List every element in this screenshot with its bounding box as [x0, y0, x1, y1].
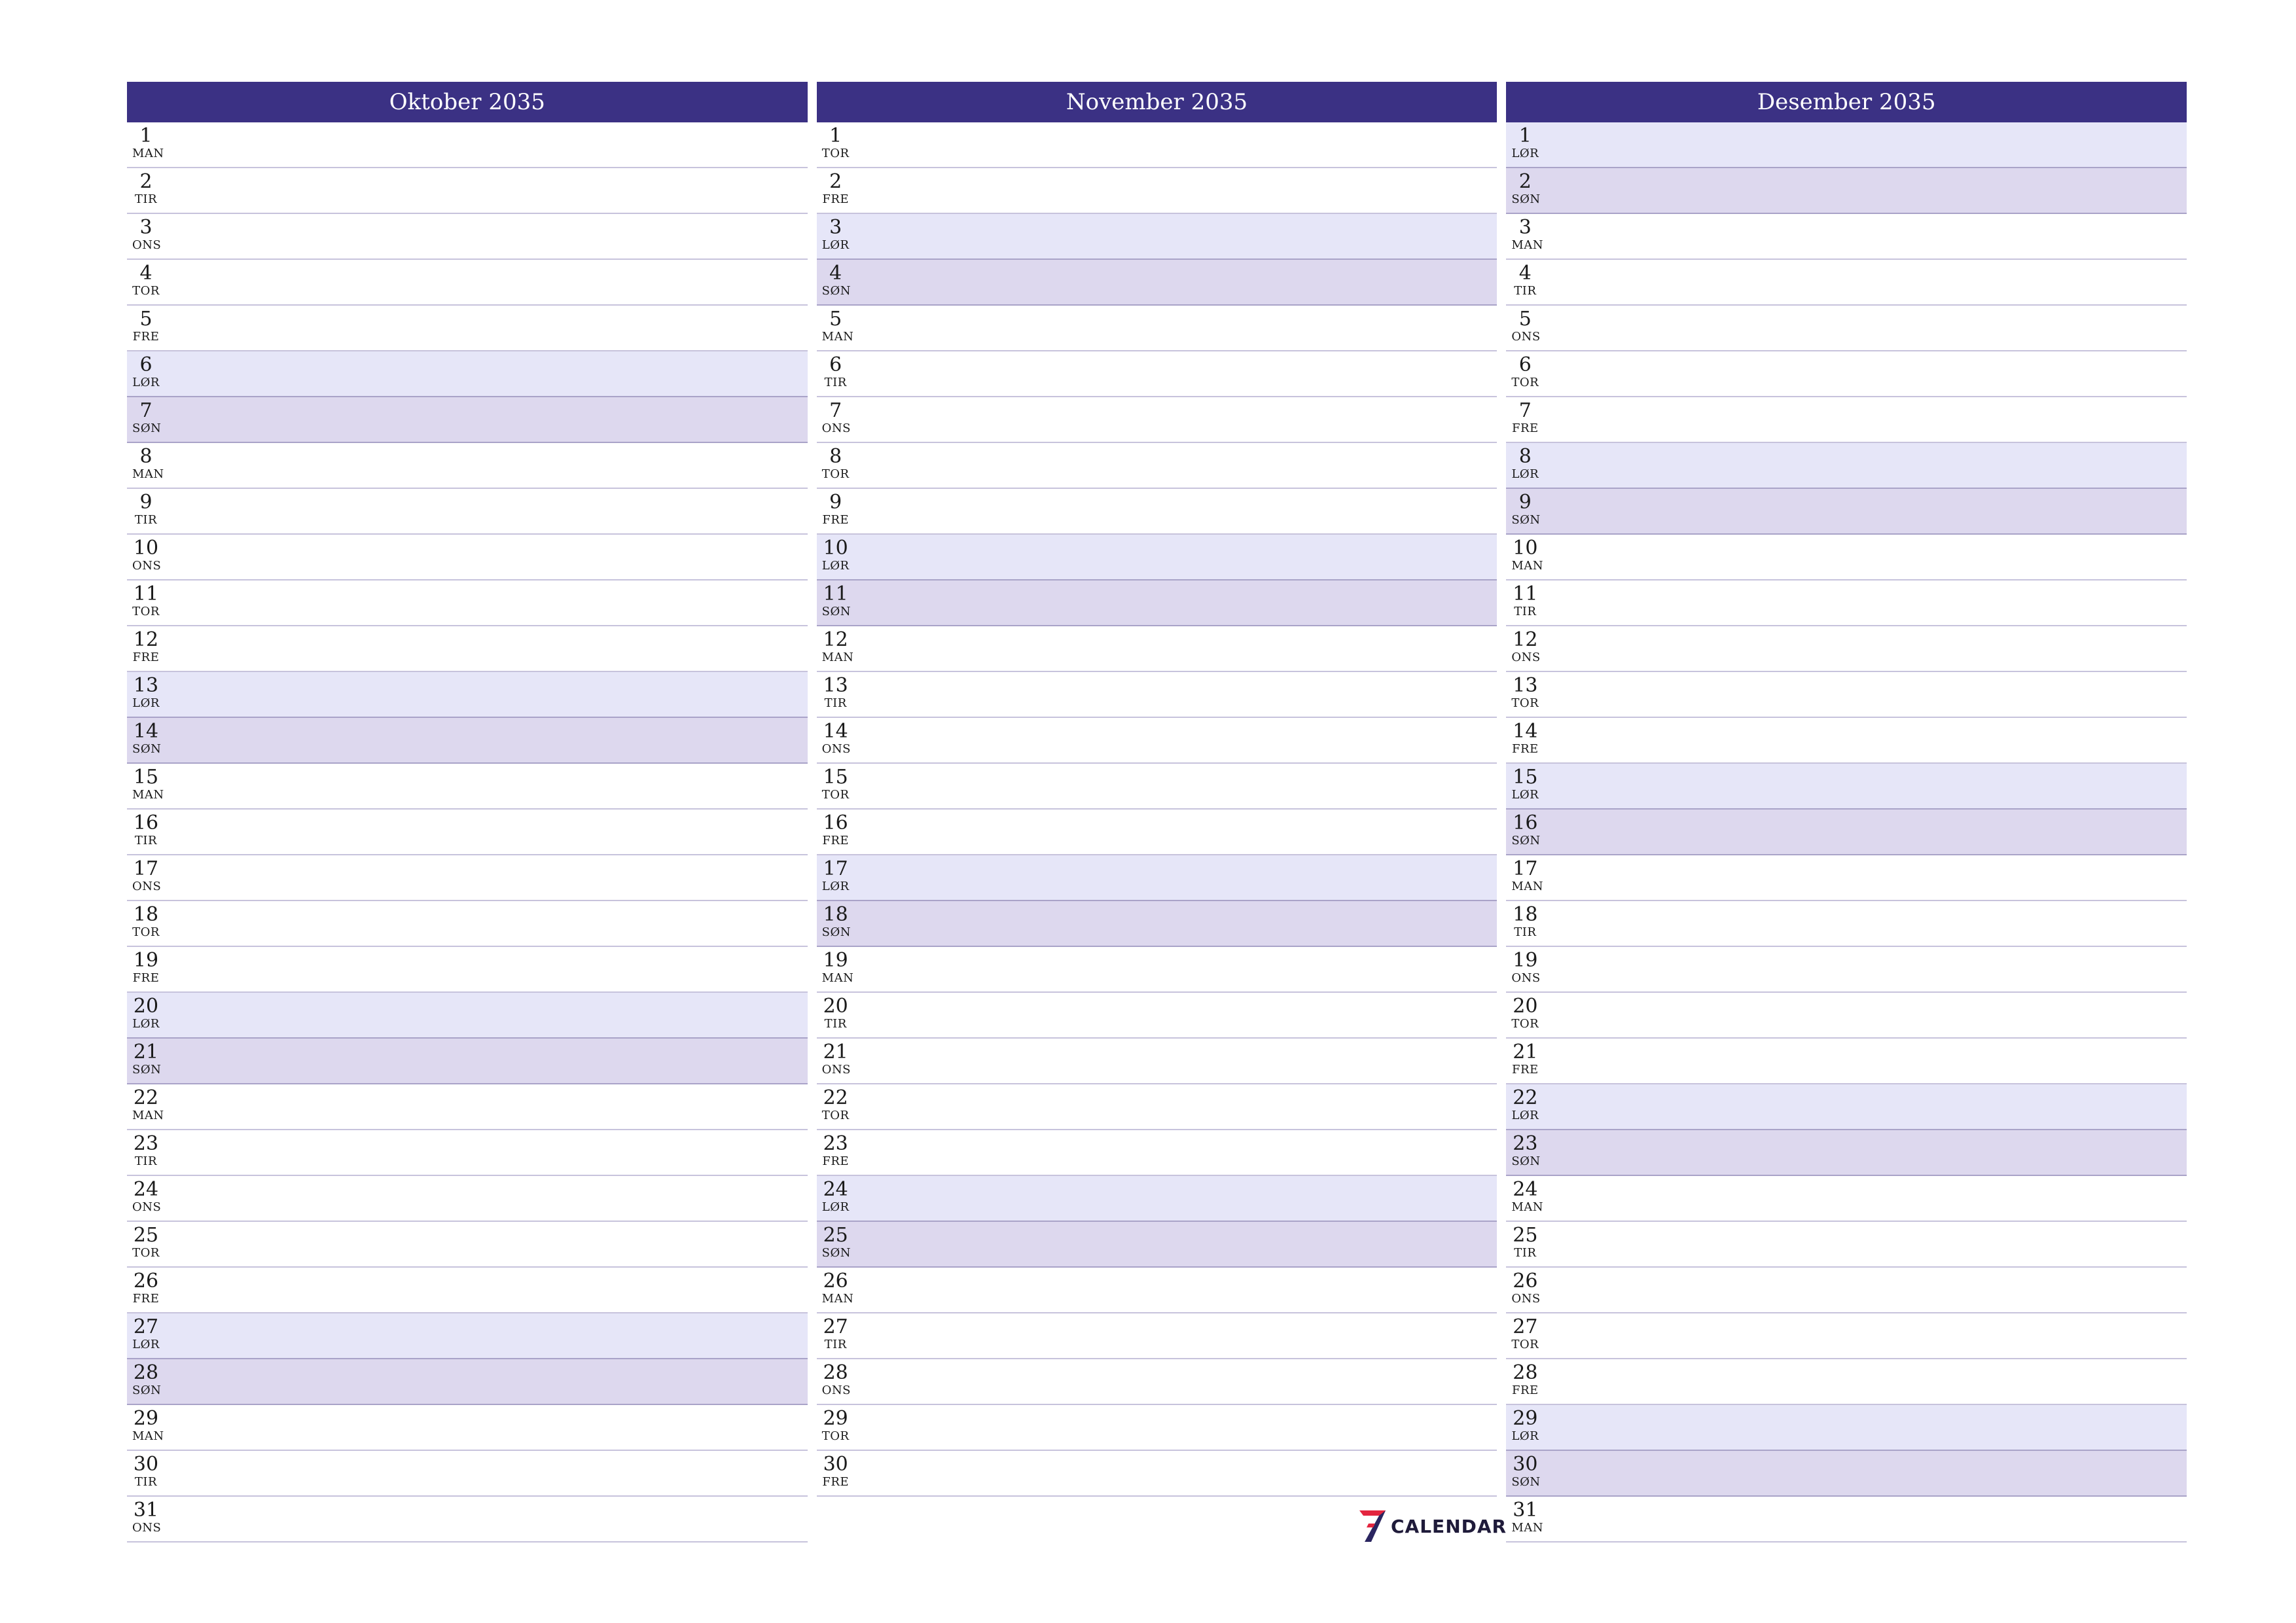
day-row[interactable]: [127, 168, 808, 214]
day-number: 2: [829, 170, 842, 193]
day-row[interactable]: [817, 535, 1498, 580]
day-number: 13: [133, 674, 159, 697]
day-number: 18: [823, 903, 848, 926]
day-row[interactable]: [817, 443, 1498, 489]
day-row[interactable]: [817, 993, 1498, 1039]
weekday-label: ONS: [821, 1383, 852, 1397]
day-number: 12: [133, 628, 159, 651]
weekday-label: SØN: [132, 742, 162, 756]
day-row[interactable]: [817, 1130, 1498, 1176]
day-number: 9: [139, 491, 152, 514]
day-number: 2: [1518, 170, 1532, 193]
weekday-label: ONS: [821, 421, 852, 435]
day-row[interactable]: [127, 489, 808, 535]
day-row[interactable]: [127, 947, 808, 993]
weekday-label: LØR: [821, 1200, 850, 1214]
day-number: 12: [823, 628, 848, 651]
weekday-label: SØN: [132, 421, 162, 435]
brand-logo[interactable]: [1358, 1509, 1507, 1543]
weekday-label: MAN: [1511, 880, 1544, 893]
day-number: 21: [1513, 1041, 1538, 1063]
day-row[interactable]: [127, 993, 808, 1039]
month-column: [127, 82, 808, 1551]
weekday-label: ONS: [821, 742, 852, 756]
logo-text: CALENDAR: [1391, 1515, 1507, 1537]
day-number: 11: [1513, 582, 1538, 605]
day-row[interactable]: [127, 1084, 808, 1130]
day-row[interactable]: [127, 1497, 808, 1543]
day-number: 11: [823, 582, 848, 605]
weekday-label: LØR: [1511, 467, 1539, 481]
weekday-label: SØN: [132, 1383, 162, 1397]
day-list: [817, 122, 1498, 1497]
day-number: 22: [823, 1086, 848, 1109]
day-row[interactable]: [1506, 122, 2187, 168]
day-number: 28: [133, 1361, 159, 1384]
seven-logo-icon: [1358, 1509, 1387, 1543]
day-number: 3: [829, 216, 842, 239]
day-row[interactable]: [817, 855, 1498, 901]
day-row[interactable]: [127, 443, 808, 489]
month-header: Oktober 2035: [127, 82, 808, 122]
weekday-label: TOR: [132, 925, 160, 939]
day-row[interactable]: [127, 1039, 808, 1084]
weekday-label: TOR: [821, 467, 850, 481]
day-row[interactable]: [1506, 993, 2187, 1039]
weekday-label: MAN: [821, 651, 854, 664]
day-number: 1: [829, 124, 842, 147]
day-number: 30: [133, 1453, 159, 1476]
weekday-label: SØN: [1511, 834, 1541, 847]
day-row[interactable]: [1506, 1084, 2187, 1130]
day-number: 19: [823, 949, 848, 972]
day-number: 26: [1513, 1270, 1538, 1293]
weekday-label: LØR: [821, 238, 850, 252]
weekday-label: MAN: [132, 1429, 164, 1443]
day-number: 23: [1513, 1132, 1538, 1155]
day-number: 12: [1513, 628, 1538, 651]
weekday-label: FRE: [132, 971, 160, 985]
day-number: 3: [1518, 216, 1532, 239]
weekday-label: ONS: [1511, 971, 1541, 985]
day-number: 14: [133, 720, 159, 743]
day-number: 29: [823, 1407, 848, 1430]
weekday-label: ONS: [1511, 1292, 1541, 1306]
day-row[interactable]: [817, 718, 1498, 764]
day-number: 24: [1513, 1178, 1538, 1201]
day-row[interactable]: [127, 1268, 808, 1313]
weekday-label: MAN: [1511, 238, 1544, 252]
day-row[interactable]: [817, 764, 1498, 810]
day-number: 29: [133, 1407, 159, 1430]
weekday-label: TOR: [821, 788, 850, 802]
day-number: 5: [829, 308, 842, 330]
weekday-label: MAN: [132, 147, 164, 160]
day-number: 28: [823, 1361, 848, 1384]
day-row[interactable]: [127, 260, 808, 306]
day-row[interactable]: [1506, 1222, 2187, 1268]
day-row[interactable]: [1506, 1359, 2187, 1405]
day-number: 13: [823, 674, 848, 697]
day-row[interactable]: [127, 764, 808, 810]
day-row[interactable]: [817, 626, 1498, 672]
weekday-label: TIR: [134, 834, 158, 847]
weekday-label: FRE: [1512, 1383, 1539, 1397]
weekday-label: LØR: [821, 880, 850, 893]
day-number: 30: [823, 1453, 848, 1476]
weekday-label: FRE: [822, 513, 850, 527]
day-row[interactable]: [817, 1039, 1498, 1084]
day-number: 18: [1513, 903, 1538, 926]
day-row[interactable]: [127, 626, 808, 672]
day-number: 17: [1513, 857, 1538, 880]
day-row[interactable]: [1506, 214, 2187, 260]
weekday-label: FRE: [132, 330, 160, 344]
weekday-label: FRE: [1512, 742, 1539, 756]
weekday-label: TIR: [1514, 605, 1537, 618]
day-row[interactable]: [817, 122, 1498, 168]
day-row[interactable]: [1506, 1313, 2187, 1359]
day-row[interactable]: [127, 672, 808, 718]
weekday-label: TOR: [132, 1246, 160, 1260]
weekday-label: TIR: [824, 376, 847, 389]
day-number: 16: [823, 812, 848, 834]
weekday-label: MAN: [1511, 1200, 1544, 1214]
month-header: Desember 2035: [1506, 82, 2187, 122]
day-number: 23: [823, 1132, 848, 1155]
weekday-label: MAN: [132, 1109, 164, 1122]
weekday-label: FRE: [1512, 1063, 1539, 1077]
weekday-label: ONS: [1511, 651, 1541, 664]
day-row[interactable]: [127, 580, 808, 626]
weekday-label: ONS: [132, 559, 162, 573]
day-row[interactable]: [127, 122, 808, 168]
day-number: 10: [823, 537, 848, 560]
weekday-label: ONS: [132, 1200, 162, 1214]
day-number: 16: [133, 812, 159, 834]
day-row[interactable]: [1506, 489, 2187, 535]
day-number: 6: [139, 353, 152, 376]
day-row[interactable]: [1506, 1405, 2187, 1451]
day-number: 27: [133, 1315, 159, 1338]
day-number: 15: [133, 766, 159, 789]
day-row[interactable]: [817, 947, 1498, 993]
day-row[interactable]: [127, 855, 808, 901]
weekday-label: TOR: [1511, 376, 1539, 389]
day-row[interactable]: [817, 1451, 1498, 1497]
weekday-label: TIR: [824, 1017, 847, 1031]
day-number: 7: [139, 399, 152, 422]
day-number: 26: [133, 1270, 159, 1293]
weekday-label: TOR: [821, 1429, 850, 1443]
day-number: 31: [1513, 1499, 1538, 1522]
day-row[interactable]: [817, 306, 1498, 351]
weekday-label: MAN: [821, 971, 854, 985]
day-number: 3: [139, 216, 152, 239]
weekday-label: LØR: [132, 696, 160, 710]
day-row[interactable]: [1506, 1268, 2187, 1313]
weekday-label: TIR: [1514, 1246, 1537, 1260]
weekday-label: FRE: [822, 1154, 850, 1168]
weekday-label: MAN: [821, 1292, 854, 1306]
weekday-label: LØR: [1511, 1109, 1539, 1122]
weekday-label: LØR: [1511, 1429, 1539, 1443]
day-number: 28: [1513, 1361, 1538, 1384]
day-row[interactable]: [127, 306, 808, 351]
day-number: 24: [133, 1178, 159, 1201]
day-row[interactable]: [1506, 443, 2187, 489]
day-number: 15: [1513, 766, 1538, 789]
day-row[interactable]: [127, 1359, 808, 1405]
day-row[interactable]: [1506, 855, 2187, 901]
weekday-label: LØR: [132, 1017, 160, 1031]
weekday-label: TOR: [1511, 696, 1539, 710]
weekday-label: ONS: [132, 880, 162, 893]
day-row[interactable]: [127, 718, 808, 764]
day-row[interactable]: [1506, 672, 2187, 718]
weekday-label: SØN: [1511, 192, 1541, 206]
weekday-label: SØN: [132, 1063, 162, 1077]
weekday-label: TOR: [1511, 1338, 1539, 1351]
weekday-label: FRE: [822, 834, 850, 847]
weekday-label: TOR: [821, 1109, 850, 1122]
weekday-label: SØN: [821, 1246, 852, 1260]
day-row[interactable]: [817, 489, 1498, 535]
day-row[interactable]: [127, 1405, 808, 1451]
month-column: [1506, 82, 2187, 1551]
day-row[interactable]: [1506, 1451, 2187, 1497]
day-row[interactable]: [127, 1313, 808, 1359]
day-list: [1506, 122, 2187, 1543]
day-number: 27: [1513, 1315, 1538, 1338]
day-number: 1: [1518, 124, 1532, 147]
weekday-label: MAN: [132, 467, 164, 481]
weekday-label: SØN: [821, 284, 852, 298]
day-row[interactable]: [1506, 626, 2187, 672]
day-row[interactable]: [817, 214, 1498, 260]
weekday-label: MAN: [1511, 559, 1544, 573]
weekday-label: LØR: [132, 1338, 160, 1351]
day-row[interactable]: [127, 397, 808, 443]
day-row[interactable]: [817, 1222, 1498, 1268]
month-column: [817, 82, 1498, 1551]
day-number: 29: [1513, 1407, 1538, 1430]
weekday-label: TIR: [134, 192, 158, 206]
day-number: 17: [823, 857, 848, 880]
day-number: 22: [133, 1086, 159, 1109]
day-row[interactable]: [817, 1313, 1498, 1359]
day-row[interactable]: [1506, 306, 2187, 351]
day-number: 25: [133, 1224, 159, 1247]
day-number: 7: [1518, 399, 1532, 422]
day-number: 8: [1518, 445, 1532, 468]
day-row[interactable]: [817, 1268, 1498, 1313]
day-number: 14: [823, 720, 848, 743]
day-number: 25: [1513, 1224, 1538, 1247]
day-number: 14: [1513, 720, 1538, 743]
day-number: 9: [829, 491, 842, 514]
weekday-label: TIR: [824, 1338, 847, 1351]
weekday-label: TOR: [1511, 1017, 1539, 1031]
day-number: 6: [829, 353, 842, 376]
day-number: 4: [1518, 262, 1532, 285]
day-number: 11: [133, 582, 159, 605]
weekday-label: LØR: [821, 559, 850, 573]
day-row[interactable]: [1506, 764, 2187, 810]
weekday-label: TIR: [134, 1475, 158, 1489]
day-number: 21: [823, 1041, 848, 1063]
day-row[interactable]: [127, 214, 808, 260]
day-number: 9: [1518, 491, 1532, 514]
weekday-label: FRE: [132, 1292, 160, 1306]
day-row[interactable]: [817, 397, 1498, 443]
calendar-grid: [127, 82, 2187, 1551]
weekday-label: ONS: [1511, 330, 1541, 344]
weekday-label: SØN: [1511, 513, 1541, 527]
weekday-label: FRE: [132, 651, 160, 664]
weekday-label: FRE: [822, 192, 850, 206]
day-row[interactable]: [817, 810, 1498, 855]
weekday-label: MAN: [821, 330, 854, 344]
day-row[interactable]: [817, 168, 1498, 214]
day-number: 8: [829, 445, 842, 468]
weekday-label: ONS: [132, 238, 162, 252]
day-number: 16: [1513, 812, 1538, 834]
weekday-label: SØN: [1511, 1475, 1541, 1489]
day-number: 27: [823, 1315, 848, 1338]
day-row[interactable]: [817, 1359, 1498, 1405]
weekday-label: SØN: [1511, 1154, 1541, 1168]
day-number: 18: [133, 903, 159, 926]
day-number: 19: [1513, 949, 1538, 972]
day-row[interactable]: [1506, 1039, 2187, 1084]
day-number: 24: [823, 1178, 848, 1201]
weekday-label: LØR: [1511, 788, 1539, 802]
day-row[interactable]: [1506, 260, 2187, 306]
weekday-label: TOR: [821, 147, 850, 160]
weekday-label: LØR: [1511, 147, 1539, 160]
weekday-label: ONS: [821, 1063, 852, 1077]
day-number: 20: [1513, 995, 1538, 1018]
day-row[interactable]: [127, 1451, 808, 1497]
day-row[interactable]: [1506, 1176, 2187, 1222]
weekday-label: TOR: [132, 605, 160, 618]
day-row[interactable]: [1506, 535, 2187, 580]
weekday-label: TIR: [1514, 925, 1537, 939]
day-row[interactable]: [1506, 351, 2187, 397]
day-row[interactable]: [127, 351, 808, 397]
day-number: 5: [1518, 308, 1532, 330]
weekday-label: TIR: [1514, 284, 1537, 298]
weekday-label: MAN: [1511, 1521, 1544, 1535]
day-row[interactable]: [1506, 718, 2187, 764]
day-number: 23: [133, 1132, 159, 1155]
weekday-label: TIR: [134, 513, 158, 527]
day-row[interactable]: [127, 535, 808, 580]
day-number: 10: [133, 537, 159, 560]
day-number: 31: [133, 1499, 159, 1522]
weekday-label: LØR: [132, 376, 160, 389]
day-row[interactable]: [817, 1176, 1498, 1222]
day-number: 13: [1513, 674, 1538, 697]
day-number: 6: [1518, 353, 1532, 376]
day-number: 26: [823, 1270, 848, 1293]
day-number: 10: [1513, 537, 1538, 560]
day-number: 19: [133, 949, 159, 972]
day-row[interactable]: [817, 1405, 1498, 1451]
day-row[interactable]: [1506, 168, 2187, 214]
day-number: 5: [139, 308, 152, 330]
day-number: 15: [823, 766, 848, 789]
weekday-label: TIR: [824, 696, 847, 710]
day-row[interactable]: [817, 260, 1498, 306]
day-row[interactable]: [817, 1084, 1498, 1130]
day-number: 2: [139, 170, 152, 193]
day-row[interactable]: [817, 672, 1498, 718]
day-number: 4: [829, 262, 842, 285]
day-row[interactable]: [127, 901, 808, 947]
day-number: 25: [823, 1224, 848, 1247]
weekday-label: FRE: [822, 1475, 850, 1489]
weekday-label: FRE: [1512, 421, 1539, 435]
day-number: 20: [133, 995, 159, 1018]
weekday-label: SØN: [821, 925, 852, 939]
day-list: [127, 122, 808, 1543]
day-number: 17: [133, 857, 159, 880]
month-header: November 2035: [817, 82, 1498, 122]
day-row[interactable]: [817, 351, 1498, 397]
day-row[interactable]: [1506, 580, 2187, 626]
day-number: 1: [139, 124, 152, 147]
day-row[interactable]: [1506, 810, 2187, 855]
day-row[interactable]: [1506, 397, 2187, 443]
day-row[interactable]: [817, 901, 1498, 947]
day-row[interactable]: [1506, 901, 2187, 947]
day-row[interactable]: [127, 810, 808, 855]
day-number: 21: [133, 1041, 159, 1063]
day-row[interactable]: [1506, 1497, 2187, 1543]
weekday-label: TIR: [134, 1154, 158, 1168]
weekday-label: SØN: [821, 605, 852, 618]
day-row[interactable]: [127, 1222, 808, 1268]
day-number: 4: [139, 262, 152, 285]
day-number: 8: [139, 445, 152, 468]
day-number: 20: [823, 995, 848, 1018]
day-number: 22: [1513, 1086, 1538, 1109]
weekday-label: ONS: [132, 1521, 162, 1535]
day-number: 30: [1513, 1453, 1538, 1476]
day-row[interactable]: [127, 1130, 808, 1176]
day-row[interactable]: [817, 580, 1498, 626]
day-row[interactable]: [127, 1176, 808, 1222]
weekday-label: MAN: [132, 788, 164, 802]
day-row[interactable]: [1506, 947, 2187, 993]
day-row[interactable]: [1506, 1130, 2187, 1176]
day-number: 7: [829, 399, 842, 422]
weekday-label: TOR: [132, 284, 160, 298]
